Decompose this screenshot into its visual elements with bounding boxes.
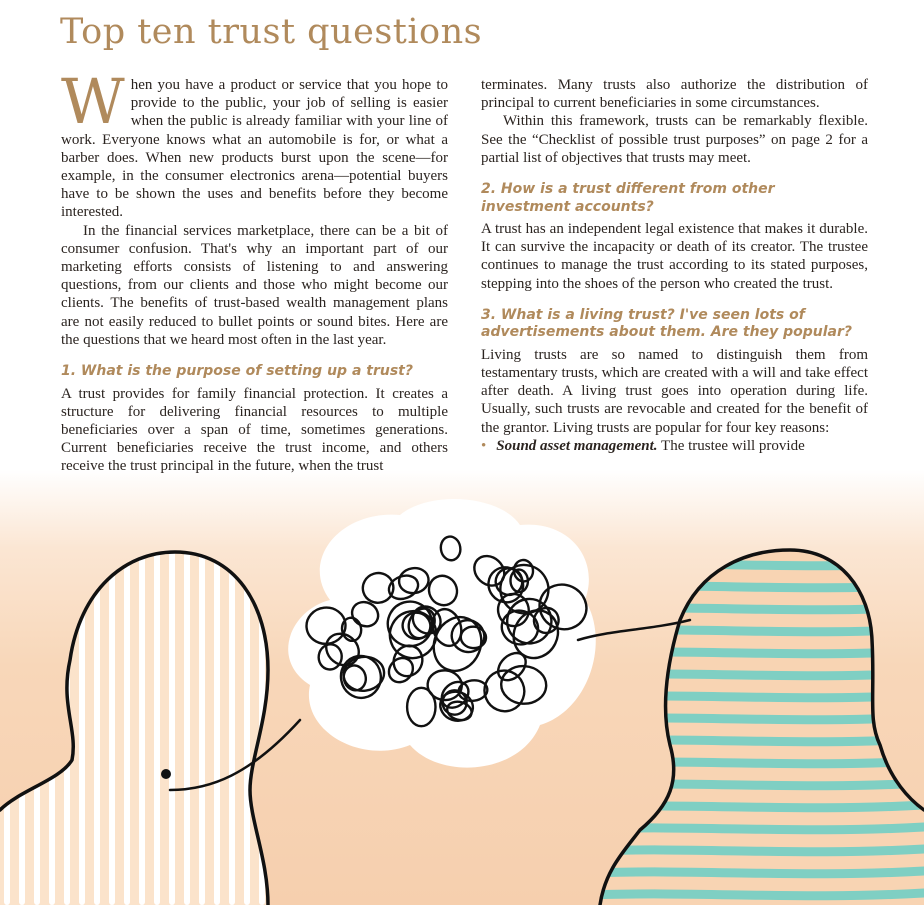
bullet-icon: •	[481, 437, 487, 454]
intro-paragraph-1: When you have a product or service that you hope to provide to the public, your job of selling is easier when the public is already familiar with your line of work. Everyone knows what an automobile is for, or what a barber does. When new products burst upon the scene—for example, in the consumer electronics arena—potential buyers have to be shown the uses and benefits before they become interested.	[61, 65, 448, 221]
question-3-answer: Living trusts are so named to distinguish them from testamentary trusts, which are created with a will and take effect after death. A living trust goes into operation during life. Usually, such trusts are revocable and created for the benefit of the grantor. Living trusts are popular for four key reasons:	[481, 346, 868, 436]
question-1-flexibility-paragraph: Within this framework, trusts can be remarkably flexible. See the “Checklist of possible trust purposes” on page 2 for a partial list of objectives that trusts may meet.	[481, 113, 868, 166]
page-title: Top ten trust questions	[60, 12, 483, 52]
question-1-answer-continued: terminates. Many trusts also authorize the distribution of principal to current beneficiaries in some circumstances.	[481, 77, 868, 112]
question-2-heading: 2. How is a trust different from other investment accounts?	[481, 181, 775, 215]
drop-cap: W	[61, 65, 125, 138]
conversation-illustration	[0, 490, 924, 905]
question-3-heading: 3. What is a living trust? I've seen lots of advertisements about them. Are they popular?	[481, 306, 852, 341]
question-1-answer: A trust provides for family financial protection. It creates a structure for delivering financial resources to multiple beneficiaries over a span of time, sometimes generations. Current beneficiaries receive the trust income, and others receive the trust principal in the future, when the trust	[61, 385, 448, 475]
eye-dot	[161, 769, 171, 779]
bullet-item	[481, 437, 868, 455]
right-column	[481, 76, 868, 455]
left-column	[61, 65, 448, 476]
bullet-text: The trustee will provide	[661, 437, 805, 454]
bullet-term: Sound asset management.	[496, 437, 658, 454]
intro-paragraph-2: In the financial services marketplace, there can be a bit of consumer confusion. That's why an important part of our marketing efforts consists of listening to and answering questions, from our clients and those who might become our clients. The benefits of trust-based wealth management plans are not easily reduced to bullet points or sound bites. Here are the questions that we heard most often in the last year.	[61, 222, 448, 348]
question-1-heading: 1. What is the purpose of setting up a trust?	[61, 363, 413, 380]
question-2-answer: A trust has an independent legal existence that makes it durable. It can survive the incapacity or death of its creator. The trustee continues to manage the trust according to its stated purposes, stepping into the shoes of the person who created the trust.	[481, 221, 868, 292]
